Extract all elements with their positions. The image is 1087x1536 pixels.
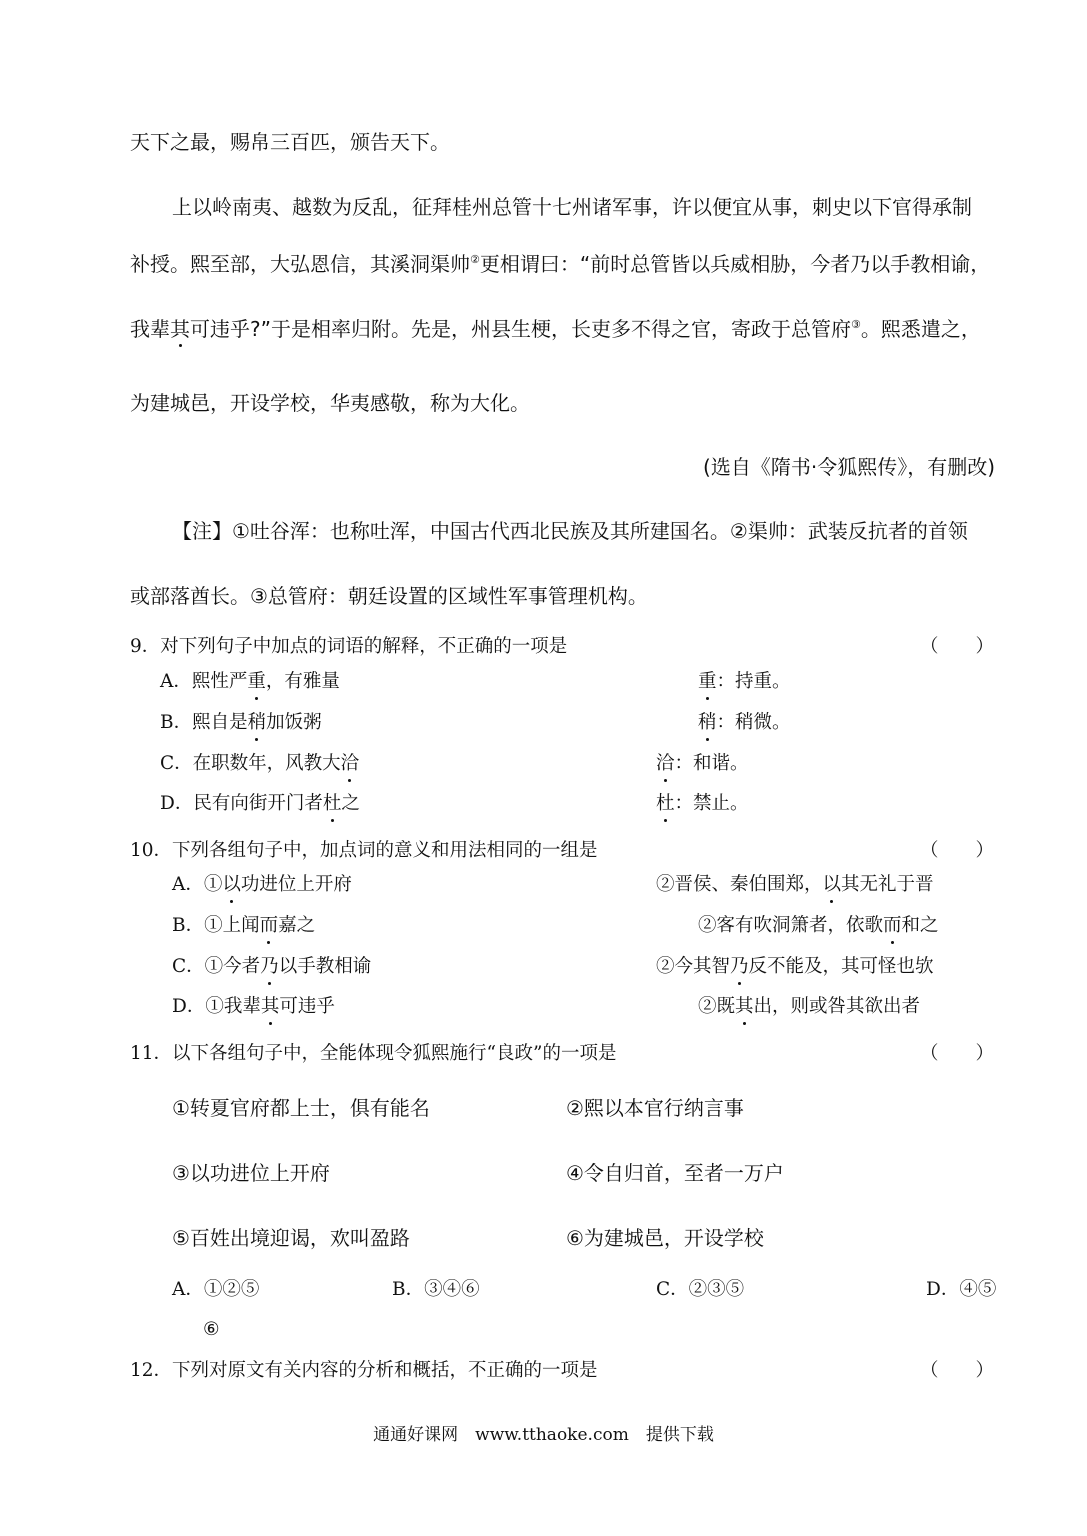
q11-stem: 11．以下各组句子中，全能体现令狐熙施行“良政”的一项是 (130, 1043, 617, 1064)
q9-stem: 9．对下列句子中加点的词语的解释，不正确的一项是 (130, 636, 568, 657)
passage-text: 可违乎?”于是相率归附。先是，州县生梗，长吏多不得之官，寄政于总管府 (190, 317, 851, 341)
q11-option-d-wrap: ⑥ (203, 1319, 220, 1340)
q10-option-a-right: ②晋侯、秦伯围郑，以其无礼于晋 (656, 871, 934, 899)
footnote-marker: ② (470, 253, 480, 266)
dotted-word: 以 (823, 871, 842, 899)
q11-paren: （ ） (920, 1043, 995, 1064)
source-citation: (选自《隋书·令狐熙传》，有删改) (703, 455, 995, 479)
q11-option-a: A．①②⑤ (172, 1279, 260, 1300)
passage-line-5 (130, 389, 530, 417)
q10-option-d-right: ②既其出，则或咎其欲出者 (698, 993, 920, 1021)
q11-item-1: ①转夏官府都上士，俱有能名 (172, 1096, 430, 1120)
dotted-word: 稍 (698, 709, 717, 737)
q10-option-d: D．①我辈其可违乎 (172, 993, 335, 1021)
footnote-marker: ③ (850, 318, 861, 331)
dotted-word: 乃 (260, 953, 279, 981)
dotted-word: 洽 (656, 750, 675, 778)
passage-line-4 (130, 315, 981, 343)
q11-item-6: ⑥为建城邑，开设学校 (566, 1226, 764, 1250)
dotted-word: 其 (261, 993, 280, 1021)
notes-line-2 (130, 582, 648, 610)
dotted-word: 而 (883, 912, 902, 940)
notes-text: 或部落酋长。③总管府：朝廷设置的区域性军事管理机构。 (130, 584, 648, 608)
notes-line-1 (172, 517, 968, 545)
dotted-word: 其 (735, 993, 754, 1021)
passage-line-1 (130, 128, 450, 156)
passage-line-3 (130, 250, 990, 278)
q9-option-b-explanation: 稍：稍微。 (698, 709, 791, 737)
dotted-word: 洽 (341, 750, 360, 778)
dotted-word: 乃 (730, 953, 749, 981)
passage-text: 更相谓曰：“前时总管皆以兵威相胁，今者乃以手教相谕， (479, 252, 991, 276)
q10-paren: （ ） (920, 840, 995, 861)
q12-paren: （ ） (920, 1360, 995, 1381)
dotted-word: 以 (222, 871, 241, 899)
q10-stem: 10．下列各组句子中，加点词的意义和用法相同的一组是 (130, 840, 598, 861)
dotted-word: 稍 (248, 709, 267, 737)
q11-option-b: B．③④⑥ (392, 1279, 480, 1300)
dotted-word: 其 (170, 317, 190, 341)
q11-item-4: ④令自归首，至者一万户 (566, 1161, 784, 1185)
passage-text: 。熙悉遣之， (860, 317, 981, 341)
q9-option-c: C．在职数年，风教大洽 (160, 750, 359, 778)
passage-line-2 (172, 193, 972, 221)
q11-option-d: D．④⑤ (926, 1279, 997, 1300)
passage-text: 天下之最，赐帛三百匹，颁告天下。 (130, 130, 450, 154)
dotted-word: 重 (247, 668, 266, 696)
q10-option-c: C．①今者乃以手教相谕 (172, 953, 371, 981)
notes-text: 【注】①吐谷浑：也称吐浑，中国古代西北民族及其所建国名。②渠帅：武装反抗者的首领 (172, 519, 968, 543)
q9-option-a-explanation: 重：持重。 (698, 668, 791, 696)
dotted-word: 重 (698, 668, 717, 696)
q9-option-a: A．熙性严重，有雅量 (160, 668, 340, 696)
q10-option-b: B．①上闻而嘉之 (172, 912, 315, 940)
q11-item-2: ②熙以本官行纳言事 (566, 1096, 744, 1120)
q9-option-d-explanation: 杜：禁止。 (656, 790, 749, 818)
dotted-word: 而 (260, 912, 279, 940)
q9-option-d: D．民有向街开门者杜之 (160, 790, 360, 818)
passage-text: 补授。熙至部，大弘恩信，其溪洞渠帅 (130, 252, 470, 276)
q11-option-c: C．②③⑤ (656, 1279, 745, 1300)
q11-item-5: ⑤百姓出境迎谒，欢叫盈路 (172, 1226, 410, 1250)
q12-stem: 12．下列对原文有关内容的分析和概括，不正确的一项是 (130, 1360, 598, 1381)
q10-option-a: A．①以功进位上开府 (172, 871, 352, 899)
dotted-word: 杜 (656, 790, 675, 818)
passage-text: 为建城邑，开设学校，华夷感敬，称为大化。 (130, 391, 530, 415)
dotted-word: 杜 (323, 790, 342, 818)
q9-option-b: B．熙自是稍加饭粥 (160, 709, 322, 737)
page-footer: 通通好课网 www.tthaoke.com 提供下载 (373, 1425, 714, 1445)
q11-item-3: ③以功进位上开府 (172, 1161, 330, 1185)
passage-text: 上以岭南夷、越数为反乱，征拜桂州总管十七州诸军事，许以便宜从事，刺史以下官得承制 (172, 195, 972, 219)
q9-option-c-explanation: 洽：和谐。 (656, 750, 749, 778)
q10-option-b-right: ②客有吹洞箫者，依歌而和之 (698, 912, 939, 940)
q9-paren: （ ） (920, 636, 995, 657)
passage-text: 我辈 (130, 317, 170, 341)
q10-option-c-right: ②今其智乃反不能及，其可怪也欤 (656, 953, 934, 981)
